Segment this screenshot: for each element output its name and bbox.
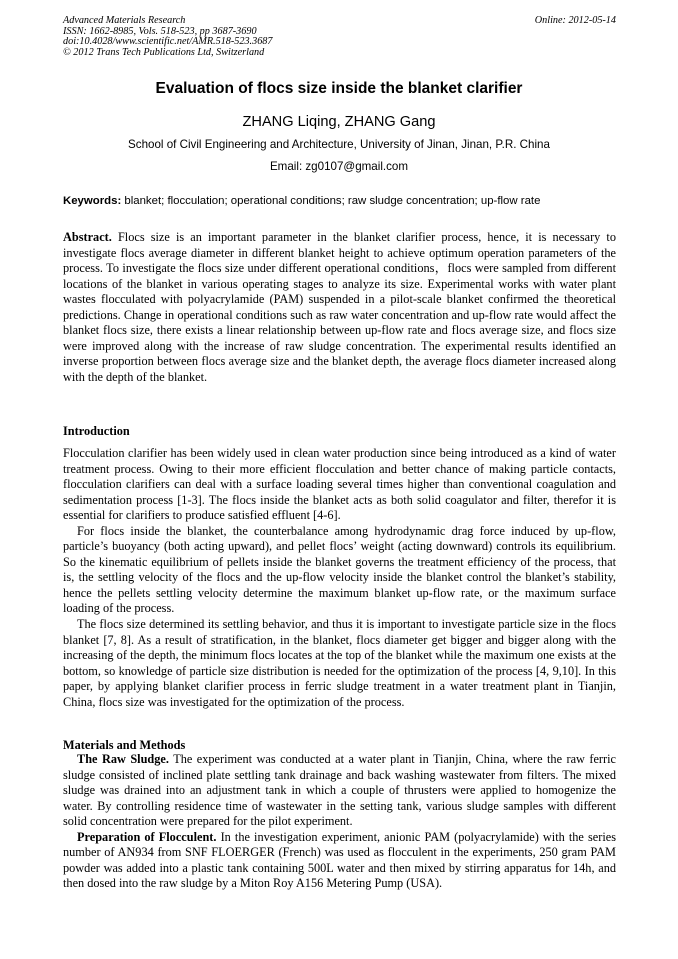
- methods-body: [63, 752, 616, 892]
- keywords-label: Keywords:: [63, 195, 122, 207]
- author-affiliation: School of Civil Engineering and Architecture, University of Jinan, Jinan, P.R. China: [128, 138, 550, 151]
- introduction-body: [63, 446, 616, 710]
- online-date: Online: 2012-05-14: [534, 15, 616, 26]
- doi-line: doi:10.4028/www.scientific.net/AMR.518-523.3687: [63, 36, 273, 48]
- abstract-text: Flocs size is an important parameter in the blanket clarifier process, hence, it is necessary to investigate flocs average diameter in different blanket height to achieve optimum operation parameters of the process. To investigate the flocs size under different operational conditions，flocs were sampled from different locations of the blanket in various operating stages to analyze its size. Experimental works with water plant wastes flocculated with polyacrylamide (PAM) suspended in a pilot-scale blanket confirmed the theoretical predictions. Change in operational conditions such as raw water concentration and up-flow rate would affect the blanket flocs size, there exists a linear relationship between up-flow rate and flocs average size, and flocs size were improved along with the increase of raw sludge concentration. The experimental results identified an inverse proportion between flocs average size and the blanket depth, the average flocs diameter increased along with the depth of the blanket.: [63, 230, 616, 384]
- journal-header: [63, 16, 616, 58]
- paper-authors: ZHANG Liqing, ZHANG Gang: [242, 114, 436, 130]
- abstract: [63, 230, 616, 385]
- intro-paragraph-2: For flocs inside the blanket, the counterbalance among hydrodynamic drag force induced by up-flow, particle’s buoyancy (both acting upward), and pellet flocs’ weight (acting downward) controls its equilibrium. So the kinematic equilibrium of pellets inside the blanket governs the treatment efficiency of the process, that is, the settling velocity of the flocs and the up-flow velocity inside the blanket control the blanket’s stability, hence the pellets settling velocity determine the maximum blanket up-flow rate, or the maximum surface loading of the process.: [63, 523, 616, 616]
- keywords: [63, 195, 616, 207]
- raw-sludge-label: The Raw Sludge.: [77, 752, 169, 766]
- methods-heading: Materials and Methods: [63, 738, 186, 752]
- issn-line: ISSN: 1662-8985, Vols. 518-523, pp 3687-3690: [63, 25, 257, 37]
- intro-paragraph-1: Flocculation clarifier has been widely used in clean water production since being introduced as a kind of water treatment process. Owing to their more efficient flocculation and better chance of making particle contacts, flocculation clarifiers can deal with a surface loading several times higher than conventional coagulation and sedimentation process [1-3]. The flocs inside the blanket acts as both solid coagulator and filter, therefor it is essential for clarifiers to produce satisfied effluent [4-6].: [63, 446, 616, 523]
- flocculent-label: Preparation of Flocculent.: [77, 829, 217, 844]
- journal-name: Advanced Materials Research: [63, 15, 186, 26]
- paper-title: Evaluation of flocs size inside the blanket clarifier: [155, 80, 523, 97]
- abstract-label: Abstract.: [63, 230, 112, 244]
- intro-paragraph-3: The flocs size determined its settling behavior, and thus it is important to investigate particle size in the flocs blanket [7, 8]. As a result of stratification, in the blanket, flocs diameter get bigger and bigger along with the increasing of the depth, the minimum flocs locates at the top of the blanket while the maximum one exists at the bottom, so knowledge of particle size distribution is needed for the optimization of the process [4, 9,10]. In this paper, by applying blanket clarifier process in ferric sludge treatment in a water treatment plant in Tianjin, China, flocs size was investigated for the optimization of the process.: [63, 617, 616, 709]
- raw-sludge-text: The experiment was conducted at a water plant in Tianjin, China, where the raw ferric sludge consisted of inclined plate settling tank drainage and back washing wastewater from filters. The mixed sludge was drained into an adjustment tank in which a couple of thrusters were applied to homogenize the water. By controlling residence time of wastewater in the setting tank, various sludge samples with different solid concentration were prepared for the pilot experiment.: [63, 752, 616, 829]
- flocculent-text: In the investigation experiment, anionic PAM (polyacrylamide) with the series number of AN934 from SNF FLOERGER (French) was used as flocculent in the experiments, 250 gram PAM powder was added into a plastic tank containing 500L water and then mixed by stirring apparatus for 14h, and then dosed into the raw sludge by a Miton Roy A156 Metering Pump (USA).: [63, 829, 616, 891]
- keywords-text: blanket; flocculation; operational conditions; raw sludge concentration; up-flow rate: [121, 195, 541, 207]
- introduction-heading: Introduction: [63, 424, 130, 438]
- author-email: Email: zg0107@gmail.com: [269, 160, 409, 173]
- copyright-line: © 2012 Trans Tech Publications Ltd, Switzerland: [63, 46, 265, 58]
